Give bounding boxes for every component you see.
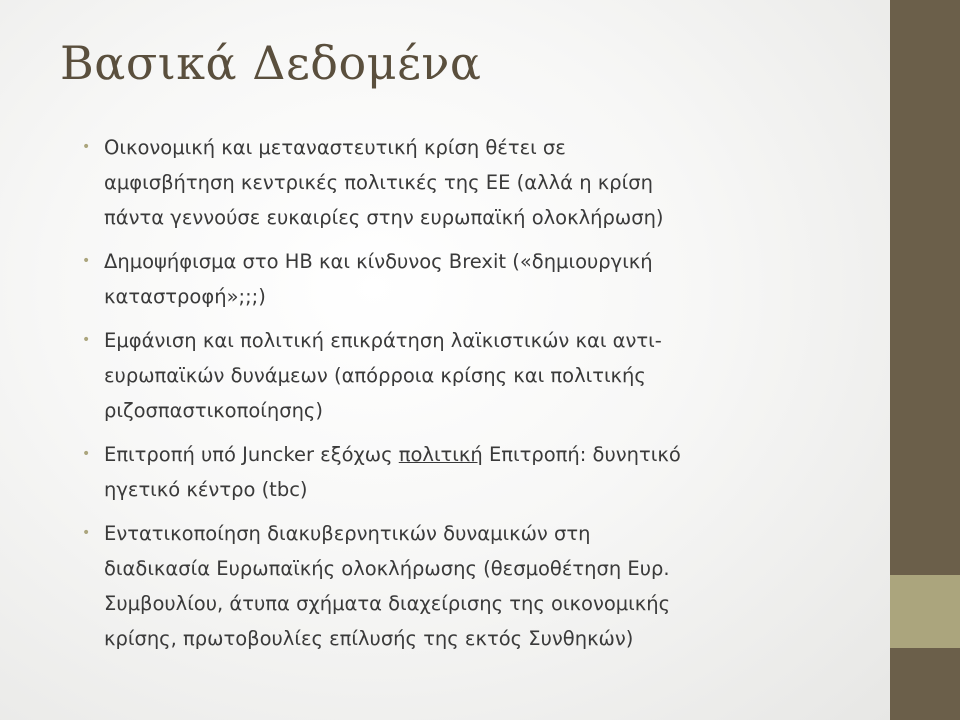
bullet-text-line: κρίσης, πρωτοβουλίες επίλυσής της εκτός Συνθηκών) [104,627,634,650]
bullet-text-line: Εμφάνιση και πολιτική επικράτηση λαϊκιστικών και αντι- [104,329,662,352]
bullet-text-line [104,437,822,472]
bullet-text-line: ριζοσπαστικοποίησης) [104,399,323,422]
bullet-icon: • [82,446,91,462]
bullet-text-line: Οικονομική και μεταναστευτική κρίση θέτει σε [104,136,566,159]
bullet-item-brexit [82,244,822,314]
sidebar-light-band [890,575,960,648]
bullet-text-line: Συμβουλίου, άτυπα σχήματα διαχείρισης της οικονομικής [104,592,671,615]
sidebar-dark-band-bottom [890,648,960,720]
bullet-item-juncker-commission [82,437,822,507]
bullet-item-crisis [82,130,822,235]
bullet-text-line: διαδικασία Ευρωπαϊκής ολοκλήρωσης (θεσμοθέτηση Ευρ. [104,557,670,580]
sidebar-dark-band-top [890,0,960,575]
bullet-text-line: αμφισβήτηση κεντρικές πολιτικές της ΕΕ (αλλά η κρίση [104,171,653,194]
bullet-text-line: Εντατικοποίηση διακυβερνητικών δυναμικών στη [104,522,591,545]
bullet-icon: • [82,139,91,155]
bullet-list [82,130,822,665]
bullet-icon: • [82,253,91,269]
bullet-icon: • [82,332,91,348]
underlined-emphasis: πολιτική [398,443,483,466]
bullet-item-intergovernmental [82,516,822,656]
slide-title: Βασικά Δεδομένα [60,36,482,90]
bullet-text-line: Δημοψήφισμα στο ΗΒ και κίνδυνος Brexit («δημιουργική [104,250,653,273]
bullet-text-line: καταστροφή»;;;) [104,285,266,308]
bullet-text-line: ευρωπαϊκών δυνάμεων (απόρροια κρίσης και πολιτικής [104,364,646,387]
bullet-text-segment: Επιτροπή: δυνητικό [482,443,681,466]
bullet-icon: • [82,525,91,541]
bullet-item-populism [82,323,822,428]
bullet-text-line: ηγετικό κέντρο (tbc) [104,478,308,501]
bullet-text-line: πάντα γεννούσε ευκαιρίες στην ευρωπαϊκή ολοκλήρωση) [104,206,664,229]
bullet-text-segment: Επιτροπή υπό Juncker εξόχως [104,443,399,466]
